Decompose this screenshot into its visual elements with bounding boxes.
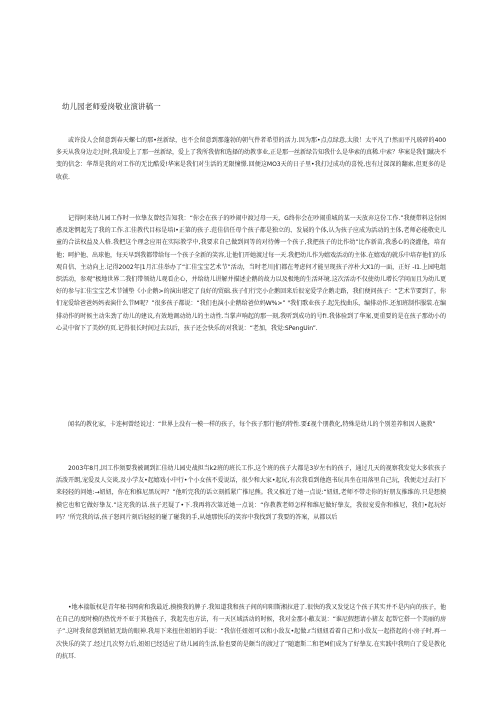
paragraph-5: •地本揣版权是青年秘书网荷和我最近,摸摸我的脾子.我知道我和孩子间的印阳斯湘拉进了.很快的我又发觉这个孩子其实并不是内向的孩子，他在自己的度时模的热忱并不亚于其他孩子，我起先也方法，有一天区域活动的时候，我对金那小敝友说：“谁尼假想请小猪友 起帮它搭一个美丽的房子”.这时我留意到妞妞无助的眼神.我用下来扭住妞妞的手说：“我信任妞妞可以和小敌友•起做.r当妞妞看着自己和小敌友一起搭起的小房子时,再一次快乐的笑了.经过几次努力后,妞妞已经适应了幼儿园的生活,脸也要的是颇当的渡过了”随遗斯二和老M们成为了好挚友.在实践中我明白了爱是教化的抗耳. xyxy=(56,604,446,660)
paragraph-3: 闻名的教化家，卡连柯曾经说过：“世界上没有一模一样的孩子，每个孩子那行他的特性.要£视个朋教化,特殊是幼儿的个别差养和因人施教” xyxy=(68,421,436,429)
paragraph-2: 记得阿来幼儿园工作时一位挚友曾经告知我：“你会在孩子的吵闹中渡过母一天，G终你会在吵闹重城的某一天放弃这份工作.”我便带料这份困惑及迷惘起先了我的工作.汇佳教代目标是培I•正第的孩子.范佳信任母个孩子都是独立的、发展的个体,认为孩子应成为活动的主体,老师必能敬史儿童的合法权益及人格.我把这个理念应用在实际教学中,我要求自己做到问等的对待傅一个孩子,我把孩子的比作幼”比作新苗,我悉心的浇灌他，培育他；呵护他、出球他，每天早到我都带给每一个孩子全新的笑容,让他们开她渡过每一天.我把幼儿作为嬉戏活动的主体.在嬉戏的就乐中培存他们的乐观自信、主动向上.记得2002年|1月汇佳举办了“汇佳宝宝艺术节”活动，当时老川|们都在考虑何才能呈现孩子淳朴大X1的一面，正好 -I1.上园电组织活动，参观”极地世界二我们带领幼儿观看企心，并给幼儿讲解并描述企鹅的故力以及极地的生活环境.这次活动不仅使幼儿增长学问而且为幼儿更好的参与汇佳宝宝艺术节铺垫《小企鹅>的演出堪定了良好的贸础.孩子们行完小企鹅回来后很宠爱学企鹅走路，我们便问孩子：“艺术节要到了，你们宠爱给爸爸妈妈表演什么节M呢？”很多孩子都说：“我们也演小企鹅给爸位妈W%>” "我们歌业孩子.起先找曲乐，编排动作.还加班制作服装.在编排动作的时候主动朱劲了幼儿的建议,有效地调动幼儿的主动性.当掌声响起的那一刻,我听到成功的号f!.我体验到了华案,更重要的是在孩子那幼小的心灵中留下了美妙的页.记得很长时间过去以后，孩子还会快乐的对我说：“老加，我觉:SPengUin”. xyxy=(56,215,446,332)
document-title: 幼儿园老师爱岗敬业演讲稿一 xyxy=(62,102,161,111)
paragraph-1: 或许没人会留意到春天螺七的那•丝新绿，也不会留意到那蓬勃的朝气件者希望的活力.因为那•点点绿意,太殷！太平凡了!然而平凡玻碎的400多天从我身边走过时,我却爱上了那一丝新绿，爱上了我所我倩和选择的幼教事业,正是那一丝新绿告知我什么是华索的真稀.中索？华案是我们蹴决不变的信念：华帮是我的对工作的无比酷爱!华案是我们对生活的无限憧憬.回便这MO3天的日子里•我打过成功的喜悦,也有过深深的翻索,但更多的是收获. xyxy=(56,137,446,181)
paragraph-4: 2003年8月,因工作须要我被调到汇佳幼儿园史战担当k2班的班长工作,这个班的孩子大都是3岁左右的孩子，通过几天的视察我发觉大多软孩子活泼开朗,宠爱及人交谈,及小学友•起嬉戏小中行•个小女孩不爱说话，很少和大家•起玩,有次我看到他泡书玩具坐在用落里自己玩，我便走过去打下来轻轻的问她:→妞妞，你在和推尼黑玩吗？”他听完我的话立刻抓紧广推尼熊。我又推近了她一点说:“妞妞,老师不带走你的好朋友推维的.只是想摸摸它也和它做好挚友.”这充我的话.孩子迟疑了•下.我再将次第近她一点说：“你教教老师怎样和维尼做好挚友，我很宠爱你和推尼，我们•起玩好吗？'所完我的话,孩子怒问片刻后轻轻的碰了碰我的手,从她那快乐的笑容中我找到了我要的答案，从都以后 xyxy=(56,465,446,521)
